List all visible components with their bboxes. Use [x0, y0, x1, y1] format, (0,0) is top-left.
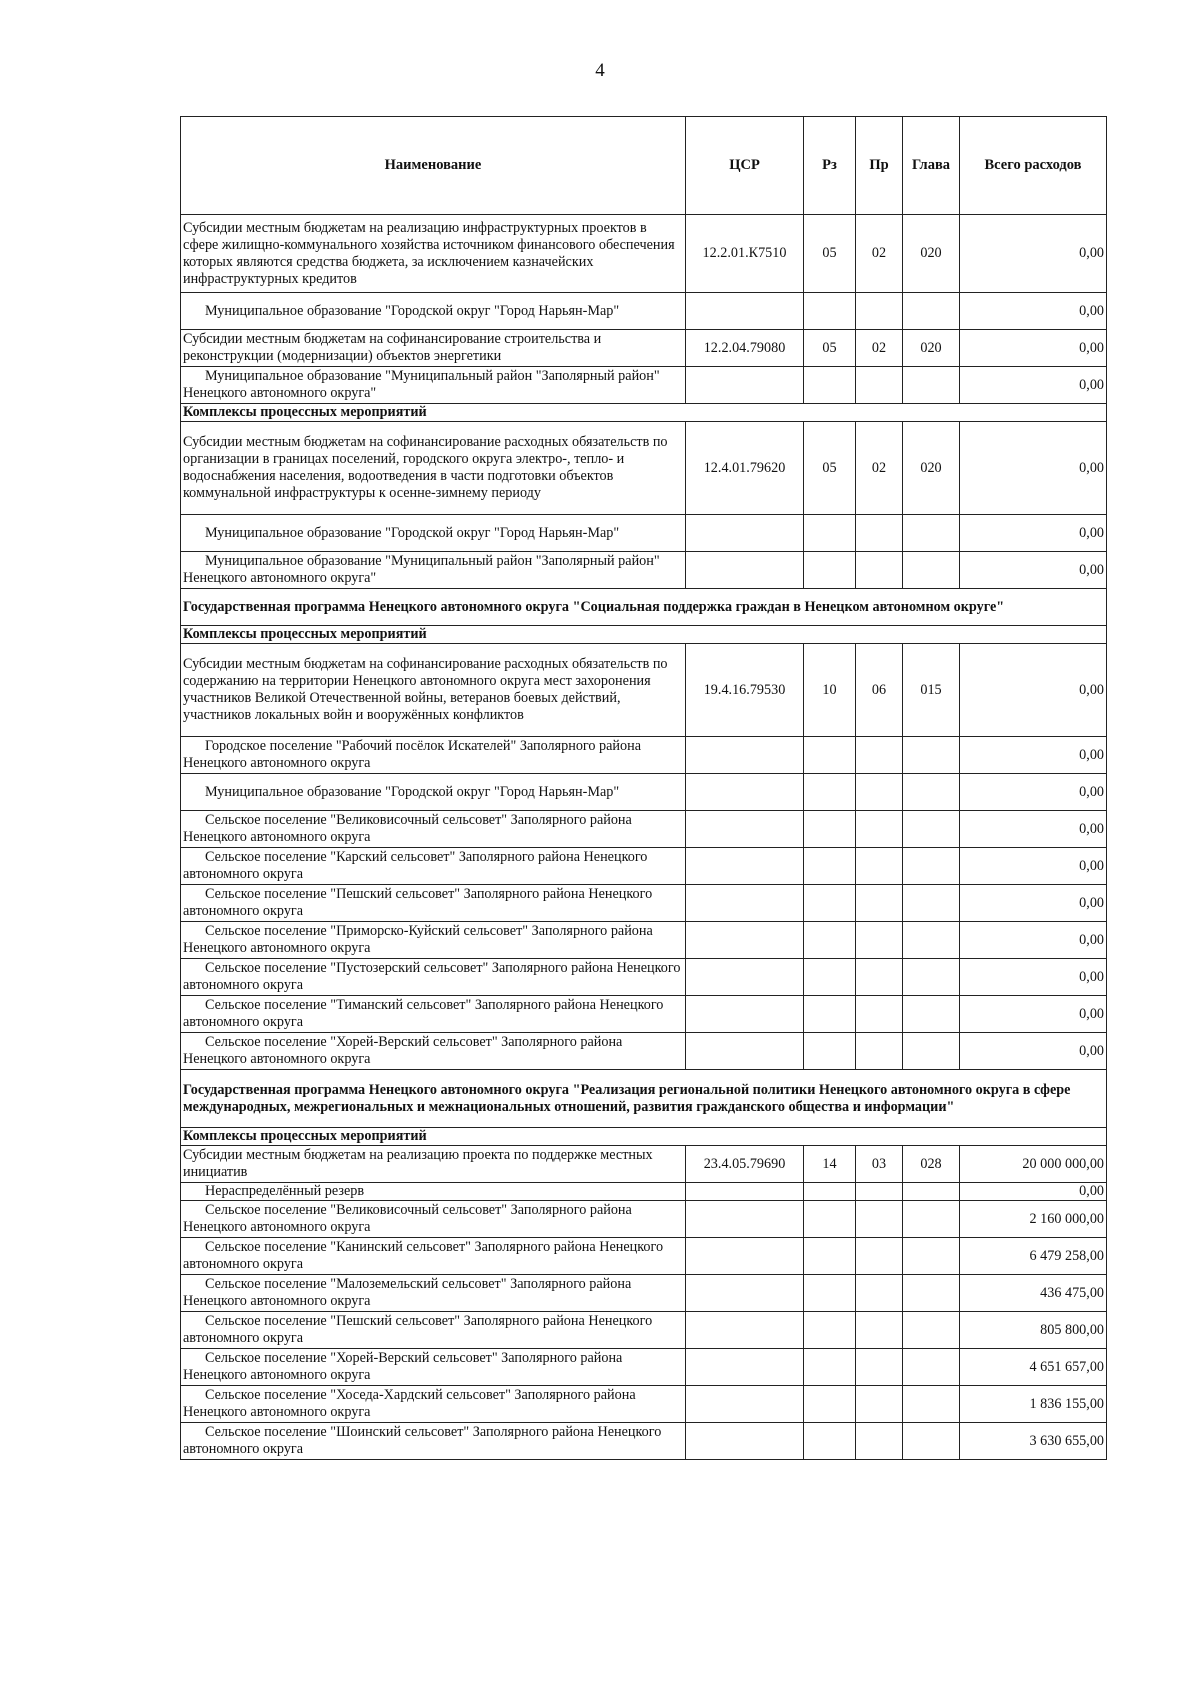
table-row — [181, 644, 1107, 737]
glava-cell — [903, 515, 960, 552]
pr-cell — [856, 848, 903, 885]
csr-cell — [686, 1201, 804, 1238]
total-cell: 2 160 000,00 — [960, 1201, 1107, 1238]
rz-cell: 05 — [804, 422, 856, 515]
rz-cell: 05 — [804, 215, 856, 293]
col-header-csr: ЦСР — [686, 117, 804, 215]
pr-cell — [856, 1423, 903, 1460]
csr-cell: 23.4.05.79690 — [686, 1146, 804, 1183]
table-row — [181, 811, 1107, 848]
glava-cell — [903, 367, 960, 404]
page-number: 4 — [595, 60, 605, 81]
glava-cell — [903, 922, 960, 959]
glava-cell — [903, 1349, 960, 1386]
total-cell: 0,00 — [960, 293, 1107, 330]
table-row — [181, 1201, 1107, 1238]
table-row — [181, 422, 1107, 515]
total-cell: 0,00 — [960, 737, 1107, 774]
recipient-name: Сельское поселение "Пешский сельсовет" Заполярного района Ненецкого автономного округа — [181, 885, 686, 922]
pr-cell — [856, 1312, 903, 1349]
glava-cell — [903, 774, 960, 811]
table-row — [181, 515, 1107, 552]
pr-cell — [856, 774, 903, 811]
glava-cell — [903, 1201, 960, 1238]
rz-cell — [804, 1312, 856, 1349]
pr-cell — [856, 1033, 903, 1070]
glava-cell — [903, 959, 960, 996]
recipient-name: Нераспределённый резерв — [181, 1183, 686, 1201]
glava-cell — [903, 885, 960, 922]
pr-cell — [856, 959, 903, 996]
table-row — [181, 330, 1107, 367]
glava-cell — [903, 737, 960, 774]
table-row — [181, 367, 1107, 404]
csr-cell — [686, 552, 804, 589]
csr-cell — [686, 1033, 804, 1070]
total-cell: 0,00 — [960, 552, 1107, 589]
recipient-name: Сельское поселение "Хорей-Верский сельсовет" Заполярного района Ненецкого автономного округа — [181, 1033, 686, 1070]
table-row — [181, 293, 1107, 330]
table-row — [181, 1275, 1107, 1312]
col-header-pr: Пр — [856, 117, 903, 215]
pr-cell: 02 — [856, 215, 903, 293]
recipient-name: Муниципальное образование "Муниципальный район "Заполярный район" Ненецкого автономного округа" — [181, 367, 686, 404]
recipient-name: Муниципальное образование "Муниципальный район "Заполярный район" Ненецкого автономного округа" — [181, 552, 686, 589]
pr-cell — [856, 922, 903, 959]
csr-cell — [686, 1386, 804, 1423]
item-name: Субсидии местным бюджетам на софинансирование расходных обязательств по содержанию на территории Ненецкого автономного округа мест захоронения участников Великой Отечественной войны, ветеранов боевых действий, участников локальных войн и вооружённых конфликтов — [181, 644, 686, 737]
rz-cell — [804, 1183, 856, 1201]
glava-cell: 028 — [903, 1146, 960, 1183]
csr-cell — [686, 811, 804, 848]
section-title: Комплексы процессных мероприятий — [181, 1128, 1107, 1146]
rz-cell — [804, 996, 856, 1033]
recipient-name: Сельское поселение "Шоинский сельсовет" Заполярного района Ненецкого автономного округа — [181, 1423, 686, 1460]
rz-cell: 14 — [804, 1146, 856, 1183]
recipient-name: Сельское поселение "Пустозерский сельсовет" Заполярного района Ненецкого автономного округа — [181, 959, 686, 996]
glava-cell — [903, 293, 960, 330]
rz-cell — [804, 293, 856, 330]
recipient-name: Сельское поселение "Хоседа-Хардский сельсовет" Заполярного района Ненецкого автономного округа — [181, 1386, 686, 1423]
table-row — [181, 848, 1107, 885]
table-row — [181, 1423, 1107, 1460]
pr-cell — [856, 1201, 903, 1238]
rz-cell — [804, 1033, 856, 1070]
col-header-name: Наименование — [181, 117, 686, 215]
rz-cell: 05 — [804, 330, 856, 367]
total-cell: 4 651 657,00 — [960, 1349, 1107, 1386]
table-row — [181, 1146, 1107, 1183]
total-cell: 6 479 258,00 — [960, 1238, 1107, 1275]
recipient-name: Сельское поселение "Великовисочный сельсовет" Заполярного района Ненецкого автономного округа — [181, 811, 686, 848]
total-cell: 0,00 — [960, 422, 1107, 515]
recipient-name: Муниципальное образование "Городской округ "Город Нарьян-Мар" — [181, 515, 686, 552]
csr-cell — [686, 1275, 804, 1312]
pr-cell — [856, 1183, 903, 1201]
item-name: Субсидии местным бюджетам на софинансирование строительства и реконструкции (модернизации) объектов энергетики — [181, 330, 686, 367]
recipient-name: Сельское поселение "Пешский сельсовет" Заполярного района Ненецкого автономного округа — [181, 1312, 686, 1349]
total-cell: 0,00 — [960, 330, 1107, 367]
total-cell: 0,00 — [960, 215, 1107, 293]
total-cell: 0,00 — [960, 848, 1107, 885]
rz-cell — [804, 1349, 856, 1386]
glava-cell — [903, 996, 960, 1033]
section-row — [181, 1128, 1107, 1146]
csr-cell — [686, 922, 804, 959]
item-name: Субсидии местным бюджетам на реализацию проекта по поддержке местных инициатив — [181, 1146, 686, 1183]
table-row — [181, 885, 1107, 922]
pr-cell: 06 — [856, 644, 903, 737]
recipient-name: Сельское поселение "Канинский сельсовет" Заполярного района Ненецкого автономного округа — [181, 1238, 686, 1275]
budget-table — [180, 116, 1107, 1460]
csr-cell: 12.2.04.79080 — [686, 330, 804, 367]
recipient-name: Сельское поселение "Малоземельский сельсовет" Заполярного района Ненецкого автономного округа — [181, 1275, 686, 1312]
rz-cell — [804, 552, 856, 589]
rz-cell — [804, 515, 856, 552]
total-cell: 0,00 — [960, 367, 1107, 404]
pr-cell — [856, 1386, 903, 1423]
glava-cell — [903, 1423, 960, 1460]
total-cell: 0,00 — [960, 996, 1107, 1033]
table-row — [181, 1349, 1107, 1386]
total-cell: 805 800,00 — [960, 1312, 1107, 1349]
glava-cell: 020 — [903, 330, 960, 367]
table-row — [181, 215, 1107, 293]
table-row — [181, 1033, 1107, 1070]
table-row — [181, 1312, 1107, 1349]
pr-cell — [856, 885, 903, 922]
total-cell: 0,00 — [960, 774, 1107, 811]
pr-cell — [856, 515, 903, 552]
pr-cell — [856, 552, 903, 589]
total-cell: 20 000 000,00 — [960, 1146, 1107, 1183]
glava-cell — [903, 1033, 960, 1070]
item-name: Субсидии местным бюджетам на софинансирование расходных обязательств по организации в границах поселений, городского округа электро-, тепло- и водоснабжения населения, водоотведения в части подготовки объектов коммунальной инфраструктуры к осенне-зимнему периоду — [181, 422, 686, 515]
total-cell: 0,00 — [960, 811, 1107, 848]
rz-cell — [804, 737, 856, 774]
csr-cell — [686, 1312, 804, 1349]
csr-cell: 12.2.01.К7510 — [686, 215, 804, 293]
recipient-name: Муниципальное образование "Городской округ "Город Нарьян-Мар" — [181, 293, 686, 330]
pr-cell: 02 — [856, 330, 903, 367]
recipient-name: Сельское поселение "Карский сельсовет" Заполярного района Ненецкого автономного округа — [181, 848, 686, 885]
rz-cell — [804, 1238, 856, 1275]
glava-cell — [903, 1183, 960, 1201]
total-cell: 0,00 — [960, 1183, 1107, 1201]
section-row — [181, 589, 1107, 626]
rz-cell: 10 — [804, 644, 856, 737]
csr-cell — [686, 1238, 804, 1275]
section-row — [181, 626, 1107, 644]
total-cell: 436 475,00 — [960, 1275, 1107, 1312]
csr-cell — [686, 1423, 804, 1460]
glava-cell: 015 — [903, 644, 960, 737]
recipient-name: Городское поселение "Рабочий посёлок Искателей" Заполярного района Ненецкого автономного округа — [181, 737, 686, 774]
csr-cell — [686, 1183, 804, 1201]
section-row — [181, 404, 1107, 422]
rz-cell — [804, 885, 856, 922]
rz-cell — [804, 1201, 856, 1238]
rz-cell — [804, 1386, 856, 1423]
recipient-name: Муниципальное образование "Городской округ "Город Нарьян-Мар" — [181, 774, 686, 811]
recipient-name: Сельское поселение "Великовисочный сельсовет" Заполярного района Ненецкого автономного округа — [181, 1201, 686, 1238]
pr-cell — [856, 737, 903, 774]
section-title: Государственная программа Ненецкого автономного округа "Социальная поддержка граждан в Ненецком автономном округе" — [181, 589, 1107, 626]
total-cell: 3 630 655,00 — [960, 1423, 1107, 1460]
section-title: Комплексы процессных мероприятий — [181, 626, 1107, 644]
section-title: Государственная программа Ненецкого автономного округа "Реализация региональной политики Ненецкого автономного округа в сфере международных, межрегиональных и межнациональных отношений, развития гражданского общества и информации" — [181, 1070, 1107, 1128]
total-cell: 0,00 — [960, 922, 1107, 959]
csr-cell — [686, 293, 804, 330]
table-header-row — [181, 117, 1107, 215]
glava-cell — [903, 1238, 960, 1275]
section-title: Комплексы процессных мероприятий — [181, 404, 1107, 422]
table-body — [181, 215, 1107, 1460]
total-cell: 1 836 155,00 — [960, 1386, 1107, 1423]
item-name: Субсидии местным бюджетам на реализацию инфраструктурных проектов в сфере жилищно-коммунального хозяйства источником финансового обеспечения которых являются средства бюджета, за исключением казначейских инфраструктурных кредитов — [181, 215, 686, 293]
csr-cell — [686, 848, 804, 885]
table-row — [181, 1183, 1107, 1201]
glava-cell — [903, 811, 960, 848]
glava-cell: 020 — [903, 422, 960, 515]
pr-cell: 03 — [856, 1146, 903, 1183]
rz-cell — [804, 367, 856, 404]
csr-cell — [686, 737, 804, 774]
table-row — [181, 1238, 1107, 1275]
col-header-rz: Рз — [804, 117, 856, 215]
rz-cell — [804, 848, 856, 885]
glava-cell — [903, 1386, 960, 1423]
csr-cell — [686, 515, 804, 552]
pr-cell — [856, 996, 903, 1033]
csr-cell — [686, 996, 804, 1033]
pr-cell — [856, 811, 903, 848]
table-row — [181, 552, 1107, 589]
glava-cell — [903, 1275, 960, 1312]
csr-cell — [686, 774, 804, 811]
total-cell: 0,00 — [960, 515, 1107, 552]
csr-cell: 12.4.01.79620 — [686, 422, 804, 515]
pr-cell: 02 — [856, 422, 903, 515]
pr-cell — [856, 1349, 903, 1386]
recipient-name: Сельское поселение "Хорей-Верский сельсовет" Заполярного района Ненецкого автономного округа — [181, 1349, 686, 1386]
glava-cell — [903, 848, 960, 885]
rz-cell — [804, 1423, 856, 1460]
section-row — [181, 1070, 1107, 1128]
rz-cell — [804, 1275, 856, 1312]
rz-cell — [804, 774, 856, 811]
total-cell: 0,00 — [960, 644, 1107, 737]
total-cell: 0,00 — [960, 885, 1107, 922]
pr-cell — [856, 367, 903, 404]
table-row — [181, 737, 1107, 774]
csr-cell: 19.4.16.79530 — [686, 644, 804, 737]
csr-cell — [686, 885, 804, 922]
csr-cell — [686, 959, 804, 996]
table-row — [181, 774, 1107, 811]
table-row — [181, 959, 1107, 996]
recipient-name: Сельское поселение "Приморско-Куйский сельсовет" Заполярного района Ненецкого автономного округа — [181, 922, 686, 959]
table-row — [181, 996, 1107, 1033]
col-header-glava: Глава — [903, 117, 960, 215]
col-header-total: Всего расходов — [960, 117, 1107, 215]
csr-cell — [686, 367, 804, 404]
rz-cell — [804, 922, 856, 959]
pr-cell — [856, 1238, 903, 1275]
csr-cell — [686, 1349, 804, 1386]
total-cell: 0,00 — [960, 959, 1107, 996]
rz-cell — [804, 811, 856, 848]
table-row — [181, 922, 1107, 959]
recipient-name: Сельское поселение "Тиманский сельсовет" Заполярного района Ненецкого автономного округа — [181, 996, 686, 1033]
glava-cell — [903, 1312, 960, 1349]
glava-cell: 020 — [903, 215, 960, 293]
pr-cell — [856, 293, 903, 330]
table-row — [181, 1386, 1107, 1423]
total-cell: 0,00 — [960, 1033, 1107, 1070]
glava-cell — [903, 552, 960, 589]
pr-cell — [856, 1275, 903, 1312]
rz-cell — [804, 959, 856, 996]
